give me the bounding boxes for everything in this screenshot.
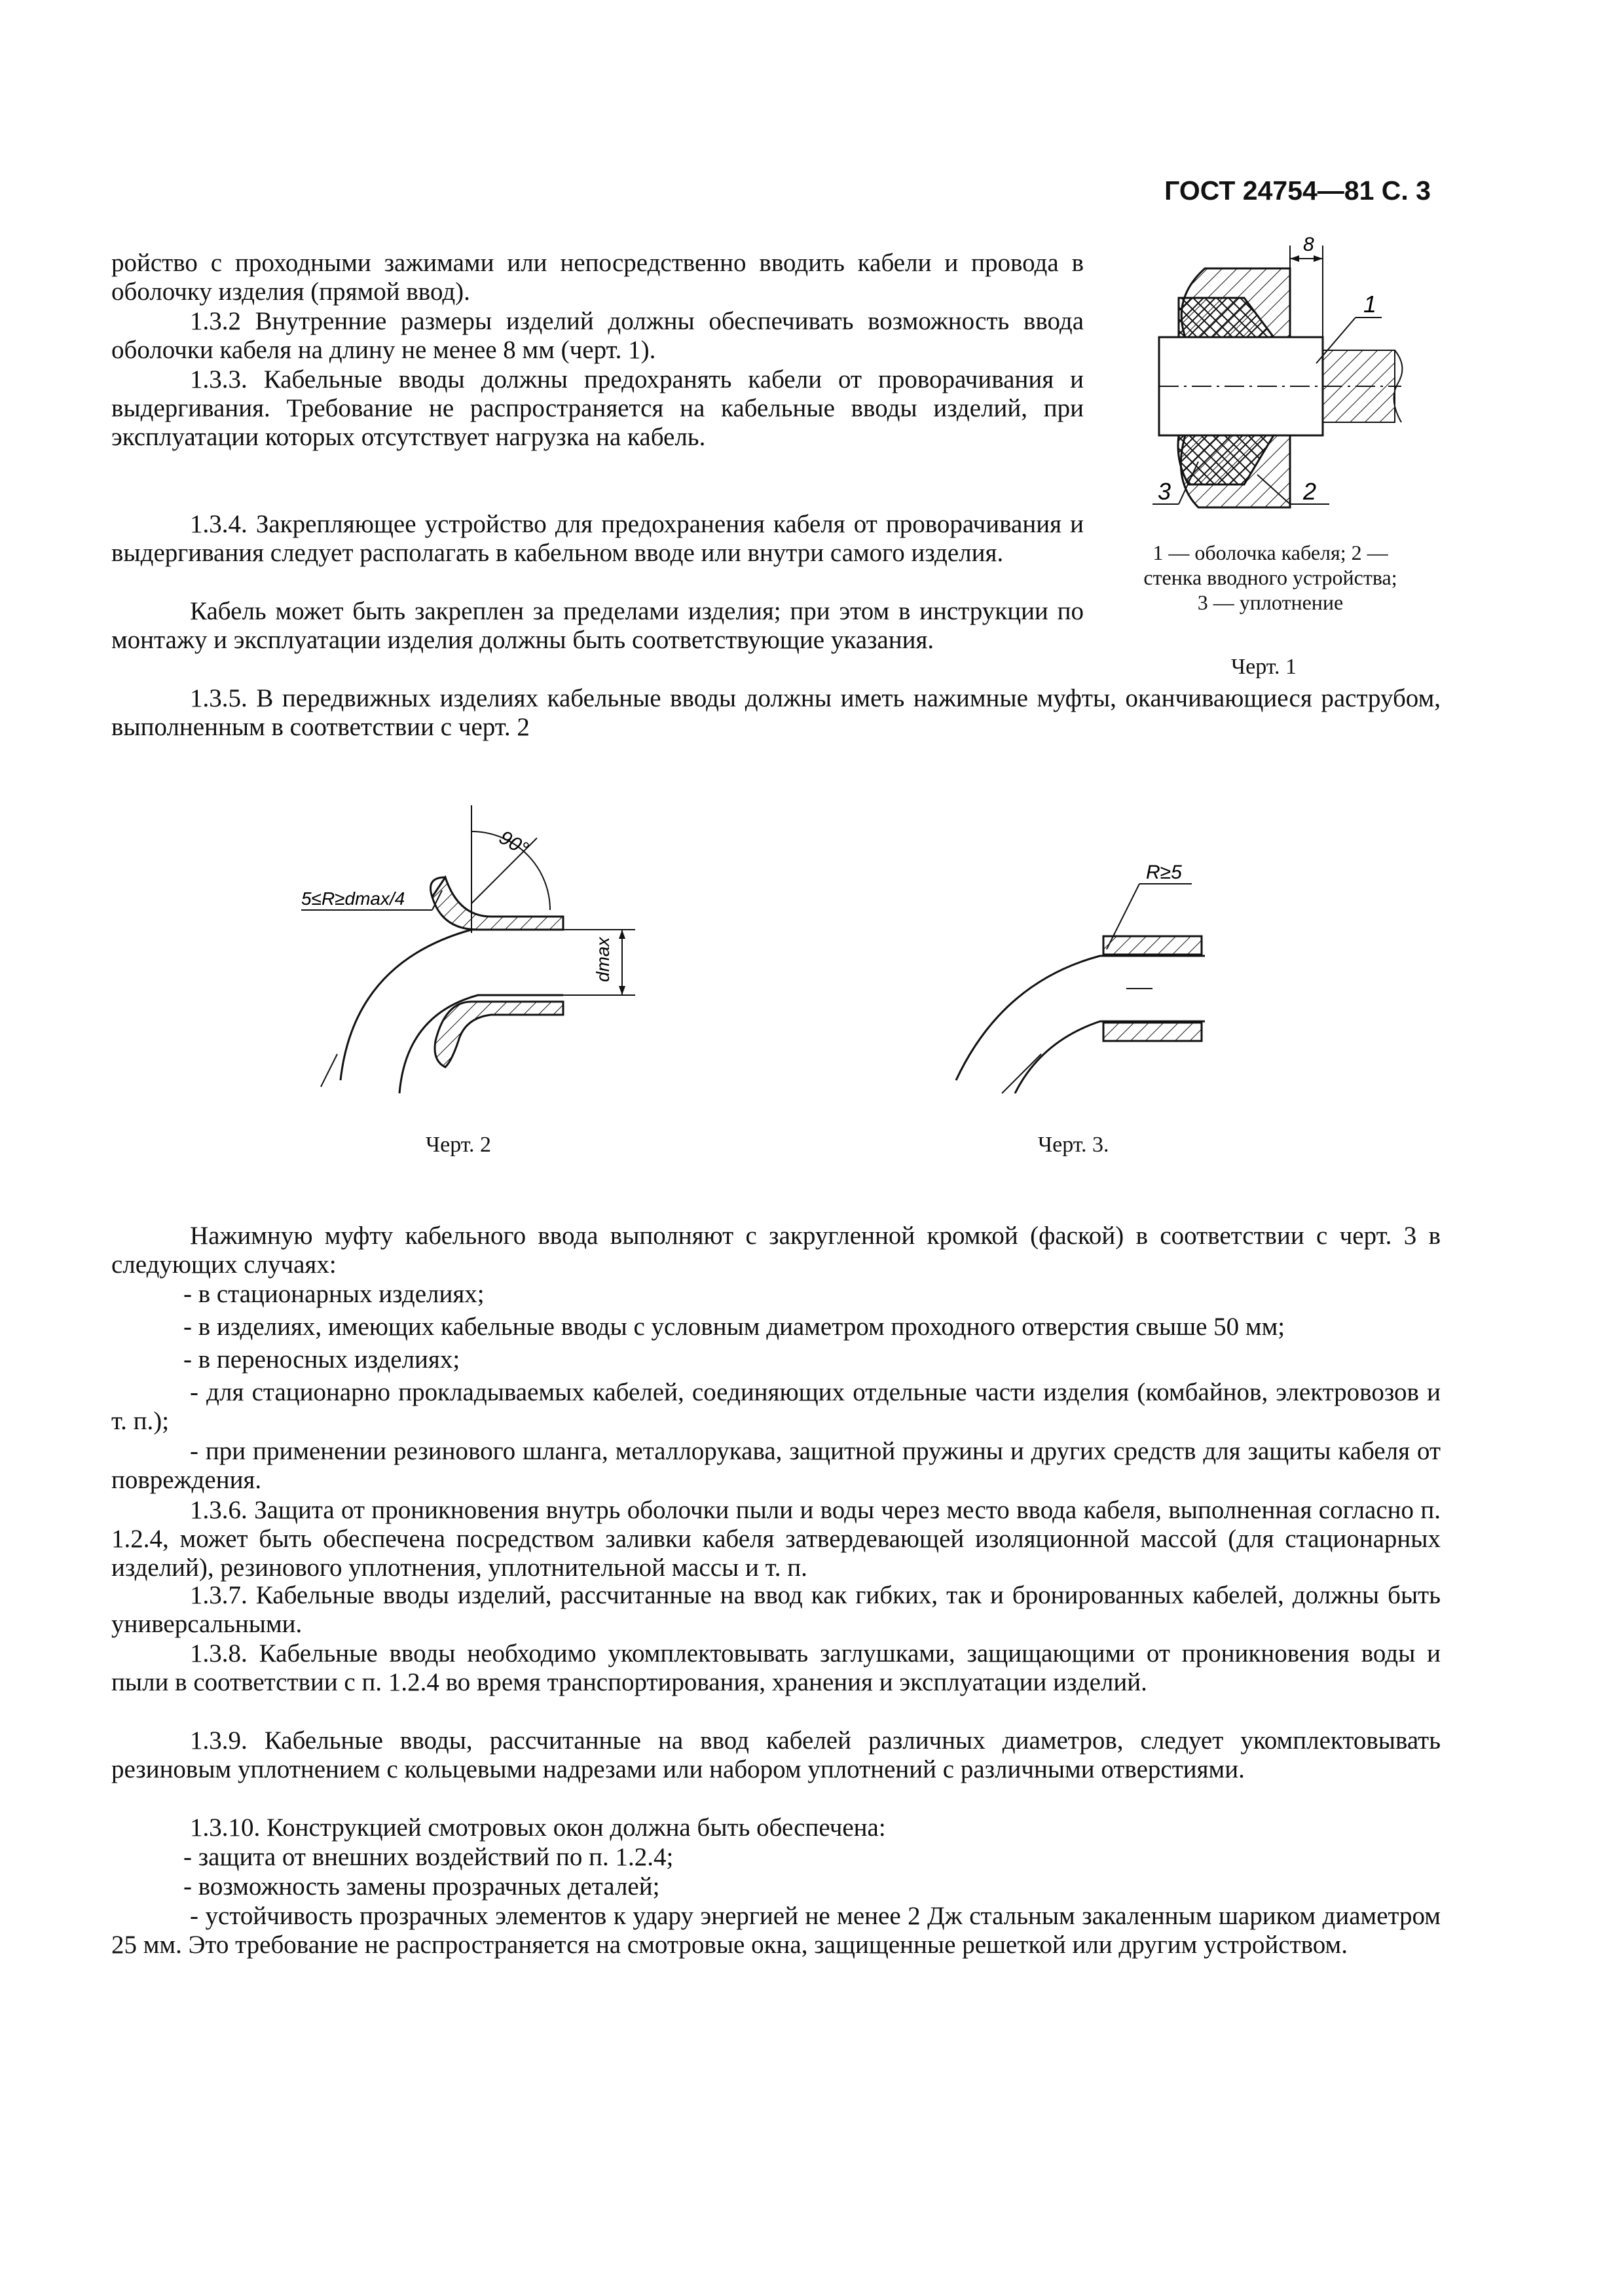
paragraph-1-3-9: 1.3.9. Кабельные вводы, рассчитанные на ввод кабелей различных диаметров, следует укомплектовывать резиновым уплотнением с кольцевыми надрезами или набором уплотнений с различными отверстиями.: [111, 1726, 1441, 1783]
list-item: - защита от внешних воздействий по п. 1.2.4;: [183, 1843, 674, 1871]
figure-1-drawing: [1139, 232, 1441, 520]
figure-1-caption: 1 — оболочка кабеля; 2 — стенка вводного устройства; 3 — уплотнение: [1143, 541, 1397, 614]
paragraph-muft: Нажимную муфту кабельного ввода выполняют с закругленной кромкой (фаской) в соответствии с черт. 3 в следующих случаях:: [111, 1222, 1441, 1279]
paragraph-1-3-7: 1.3.7. Кабельные вводы изделий, рассчитанные на ввод как гибких, так и бронированных кабелей, должны быть универсальными.: [111, 1581, 1441, 1638]
radius-r5-label: R≥5: [1146, 862, 1182, 883]
list-item: - для стационарно прокладываемых кабелей, соединяющих отдельные части изделия (комбайнов, электровозов и т. п.);: [111, 1378, 1441, 1435]
paragraph-1-3-8: 1.3.8. Кабельные вводы необходимо укомплектовывать заглушками, защищающими от проникновения воды и пыли в соответствии с п. 1.2.4 во время транспортирования, хранения и эксплуатации изделий.: [111, 1639, 1441, 1696]
figure-2-drawing: [301, 792, 668, 1100]
paragraph-1-3-2: 1.3.2 Внутренние размеры изделий должны обеспечивать возможность ввода оболочки кабеля на длину не менее 8 мм (черт. 1).: [111, 307, 1084, 364]
list-item: - при применении резинового шланга, металлорукава, защитной пружины и других средств для защиты кабеля от повреждения.: [111, 1437, 1441, 1494]
dimension-8-label: 8: [1303, 234, 1314, 255]
paragraph-continuation: ройство с проходными зажимами или непосредственно вводить кабели и провода в оболочку изделия (прямой ввод).: [111, 249, 1084, 306]
figure-3-title: Черт. 3.: [1038, 1133, 1109, 1157]
paragraph-1-3-10: 1.3.10. Конструкцией смотровых окон должна быть обеспечена:: [190, 1813, 886, 1842]
angle-90-label: 90°: [495, 826, 532, 860]
figure-3-drawing: [943, 858, 1218, 1106]
figure-1-title: Черт. 1: [1231, 655, 1297, 679]
paragraph-1-3-3: 1.3.3. Кабельные вводы должны предохранять кабели от проворачивания и выдергивания. Требование не распространяется на кабельные вводы изделий, при эксплуатации которых отсутствует нагрузка на кабель.: [111, 365, 1084, 451]
list-item: - в изделиях, имеющих кабельные вводы с условным диаметром проходного отверстия свыше 50 мм;: [183, 1313, 1285, 1341]
paragraph-cable-fixing: Кабель может быть закреплен за пределами изделия; при этом в инструкции по монтажу и эксплуатации изделия должны быть соответствующие указания.: [111, 597, 1084, 654]
label-1: 1: [1363, 291, 1377, 318]
list-item: - устойчивость прозрачных элементов к удару энергией не менее 2 Дж стальным закаленным шариком диаметром 25 мм. Это требование не распространяется на смотровые окна, защищенные решеткой или другим устройством.: [111, 1902, 1441, 1959]
list-item: - в стационарных изделиях;: [183, 1280, 485, 1308]
label-2: 2: [1303, 478, 1317, 505]
dmax-label: dmax: [593, 937, 613, 982]
figure-2-title: Черт. 2: [426, 1133, 492, 1157]
list-item: - в переносных изделиях;: [183, 1345, 460, 1374]
paragraph-1-3-5: 1.3.5. В передвижных изделиях кабельные вводы должны иметь нажимные муфты, оканчивающиеся раструбом, выполненным в соответствии с черт. 2: [111, 684, 1441, 741]
paragraph-1-3-6: 1.3.6. Защита от проникновения внутрь оболочки пыли и воды через место ввода кабеля, выполненная согласно п. 1.2.4, может быть обеспечена посредством заливки кабеля затвердевающей изоляционной массой (для стационарных изделий), резинового уплотнения, уплотнительной массы и т. п.: [111, 1496, 1441, 1582]
label-3: 3: [1158, 478, 1171, 505]
paragraph-1-3-4: 1.3.4. Закрепляющее устройство для предохранения кабеля от проворачивания и выдергивания следует располагать в кабельном вводе или внутри самого изделия.: [111, 510, 1084, 567]
page-header: ГОСТ 24754—81 С. 3: [1164, 175, 1431, 206]
list-item: - возможность замены прозрачных деталей;: [183, 1872, 660, 1901]
radius-label: 5≤R≥dmax/4: [301, 888, 405, 909]
